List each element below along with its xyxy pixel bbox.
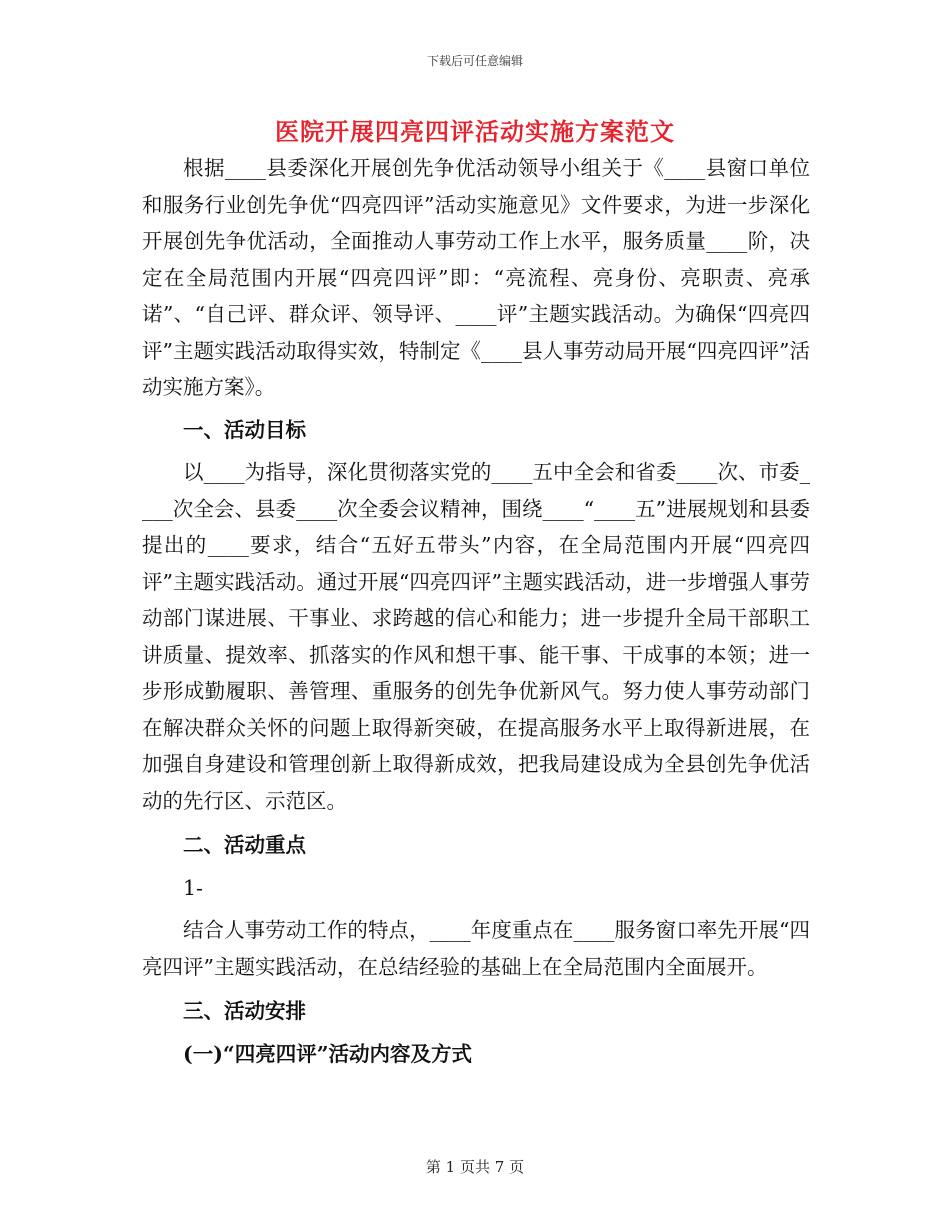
section3-subheading: (一)“四亮四评”活动内容及方式	[183, 1041, 472, 1066]
section3-heading: 三、活动安排	[183, 999, 306, 1023]
document-title: 医院开展四亮四评活动实施方案范文	[275, 117, 675, 146]
section2-heading: 二、活动重点	[183, 833, 306, 857]
section1-paragraph: 以____为指导，深化贯彻落实党的____五中全会和省委____次、市委____次全会、县委____次全委会议精神，围绕____“____五”进展规划和县委提出的____要求，结合“五好五带头”内容，在全局范围内开展“四亮四评”主题实践活动。通过开展“四亮四评”主题实践活动，进一步增强人事劳动部门谋进展、干事业、求跨越的信心和能力；进一步提升全局干部职工讲质量、提效率、抓落实的作风和想干事、能干事、干成事的本领；进一步形成勤履职、善管理、重服务的创先争优新风气。努力使人事劳动部门在解决群众关怀的问题上取得新突破，在提高服务水平上取得新进展，在加强自身建设和管理创新上取得新成效，把我局建设成为全县创先争优活动的先行区、示范区。	[142, 460, 810, 813]
page-footer-number: 第 1 页共 7 页	[425, 1158, 525, 1176]
document-body	[142, 150, 810, 1072]
intro-paragraph: 根据____县委深化开展创先争优活动领导小组关于《____县窗口单位和服务行业创先争优“四亮四评”活动实施意见》文件要求，为进一步深化开展创先争优活动，全面推动人事劳动工作上水平，服务质量____阶，决定在全局范围内开展“四亮四评”即：“亮流程、亮身份、亮职责、亮承诺”、“自己评、群众评、领导评、____评”主题实践活动。为确保“四亮四评”主题实践活动取得实效，特制定《____县人事劳动局开展“四亮四评”活动实施方案》。	[142, 156, 810, 399]
section2-paragraph: 结合人事劳动工作的特点，____年度重点在____服务窗口率先开展“四亮四评”主题实践活动，在总结经验的基础上在全局范围内全面展开。	[142, 918, 810, 979]
section2-item-number: 1-	[183, 875, 203, 900]
page-header-note: 下载后可任意编辑	[426, 54, 523, 68]
section1-heading: 一、活动目标	[183, 417, 306, 442]
